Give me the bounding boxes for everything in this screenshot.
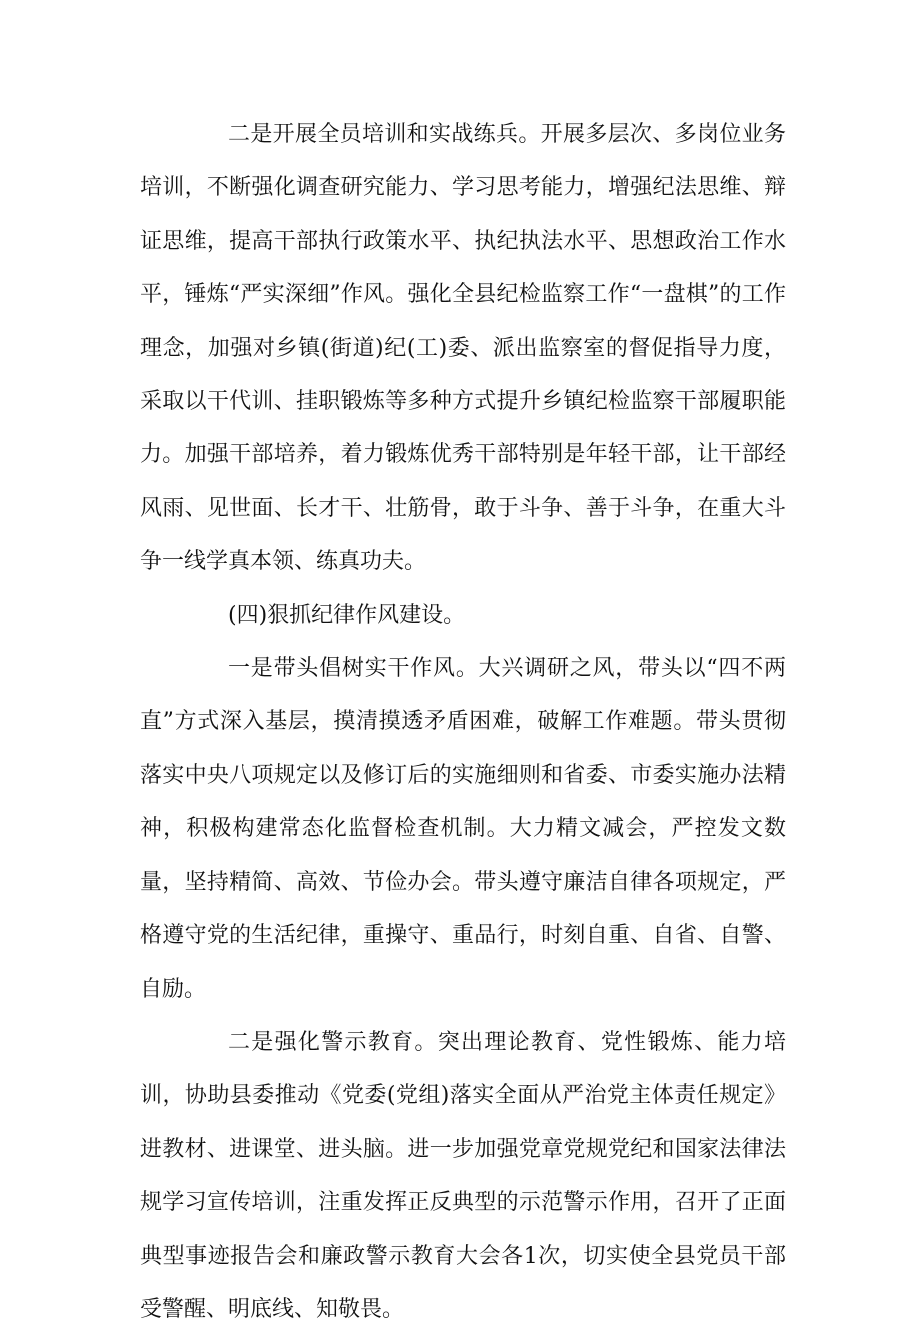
- document-body: [140, 108, 786, 1336]
- section-heading-discipline: (四)狠抓纪律作风建设。: [228, 602, 466, 628]
- paragraph-staff-training: 二是开展全员培训和实战练兵。开展多层次、多岗位业务培训，不断强化调查研究能力、学习思考能力，增强纪法思维、辩证思维，提高干部执行政策水平、执纪执法水平、思想政治工作水平，锤炼“严实深细”作风。强化全县纪检监察工作“一盘棋”的工作理念，加强对乡镇(街道)纪(工)委、派出监察室的督促指导力度，采取以干代训、挂职锻炼等多种方式提升乡镇纪检监察干部履职能力。加强干部培养，着力锻炼优秀干部特别是年轻干部，让干部经风雨、见世面、长才干、壮筋骨，敢于斗争、善于斗争，在重大斗争一线学真本领、练真功夫。: [140, 122, 786, 575]
- paragraph-work-style: 一是带头倡树实干作风。大兴调研之风，带头以“四不两直”方式深入基层，摸清摸透矛盾困难，破解工作难题。带头贯彻落实中央八项规定以及修订后的实施细则和省委、市委实施办法精神，积极构建常态化监督检查机制。大力精文减会，严控发文数量，坚持精简、高效、节俭办会。带头遵守廉洁自律各项规定，严格遵守党的生活纪律，重操守、重品行，时刻自重、自省、自警、自励。: [140, 656, 786, 1002]
- paragraph-warning-education: 二是强化警示教育。突出理论教育、党性锻炼、能力培训，协助县委推动《党委(党组)落实全面从严治党主体责任规定》进教材、进课堂、进头脑。进一步加强党章党规党纪和国家法律法规学习宣传培训，注重发挥正反典型的示范警示作用，召开了正面典型事迹报告会和廉政警示教育大会各1次，切实使全县党员干部受警醒、明底线、知敬畏。: [140, 1029, 786, 1322]
